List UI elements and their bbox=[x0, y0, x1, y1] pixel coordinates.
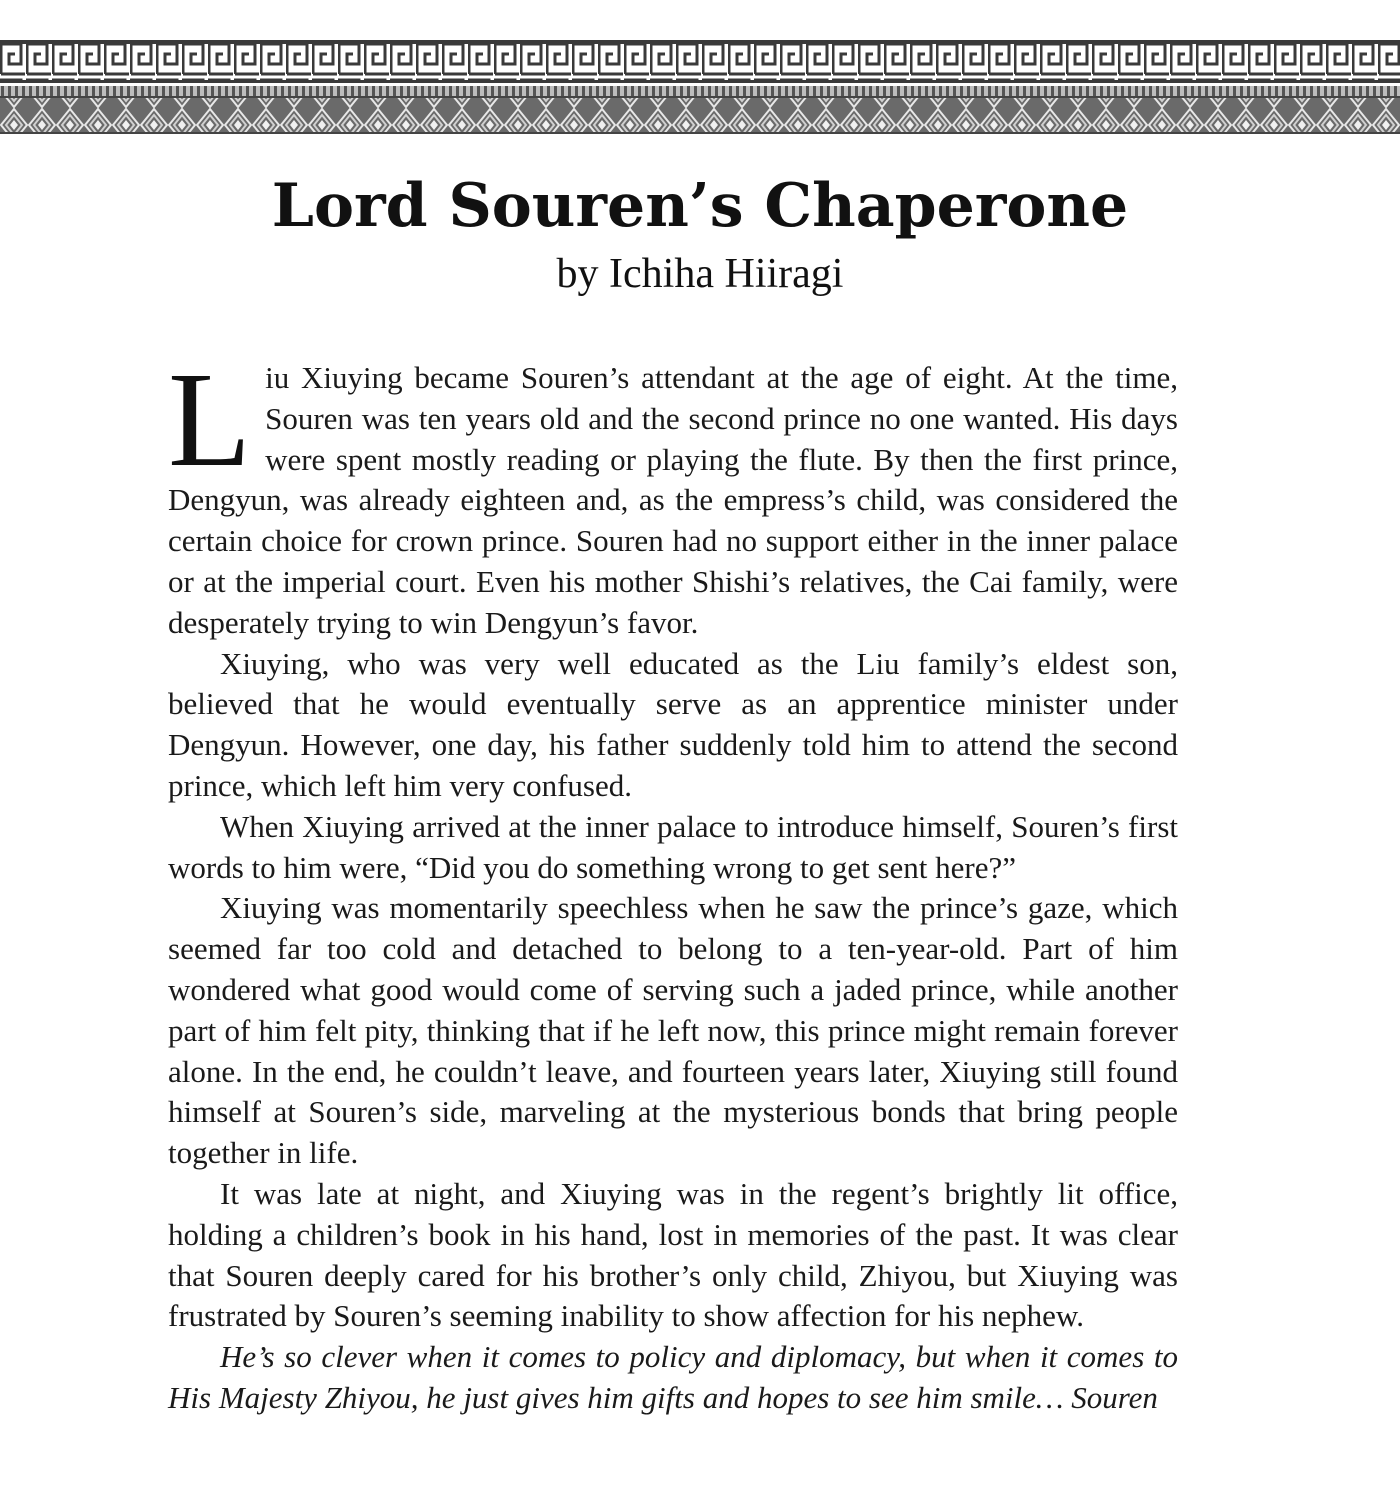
paragraph-5: It was late at night, and Xiuying was in the regent’s brightly lit office, holding a children’s book in his hand, lost in memories of the past. It was clear that Souren deeply cared for his brother’s only child, Zhiyou, but Xiuying was frustrated by Souren’s seeming inability to show affection for his nephew. bbox=[168, 1175, 1178, 1334]
paragraph-4: Xiuying was momentarily speechless when he saw the prince’s gaze, which seemed far too cold and detached to belong to a ten-year-old. Part of him wondered what good would come of serving such a jaded prince, while another part of him felt pity, thinking that if he left now, this prince might remain forever alone. In the end, he couldn’t leave, and fourteen years later, Xiuying still found himself at Souren’s side, marveling at the mysterious bonds that bring people together in life. bbox=[168, 890, 1178, 1171]
paragraph-6-italic bbox=[168, 1337, 1178, 1419]
story-title: Lord Souren’s Chaperone bbox=[271, 171, 1129, 241]
story-byline: by Ichiha Hiiragi bbox=[556, 251, 844, 297]
inner-thought: He’s so clever when it comes to policy and diplomacy, but when it comes to His Majesty Zhiyou, he just gives him gifts and hopes to see him smile… Souren bbox=[168, 1339, 1178, 1415]
paragraph-1: iu Xiuying became Souren’s attendant at the age of eight. At the time, Souren was ten years old and the second prince no one wanted. His days were spent mostly reading or playing the flute. By then the first prince, Dengyun, was already eighteen and, as the empress’s child, was considered the certain choice for crown prince. Souren had no support either in the inner palace or at the imperial court. Even his mother Shishi’s relatives, the Cai family, were desperately trying to win Dengyun’s favor. bbox=[168, 360, 1178, 640]
paragraph-3: When Xiuying arrived at the inner palace to introduce himself, Souren’s first words to him were, “Did you do something wrong to get sent here?” bbox=[168, 808, 1178, 885]
story-body bbox=[168, 345, 1178, 1419]
decorative-border bbox=[0, 40, 1400, 134]
drop-cap: L bbox=[168, 345, 252, 495]
greek-key-border bbox=[0, 40, 1400, 134]
paragraph-2: Xiuying, who was very well educated as the Liu family’s eldest son, believed that he would eventually serve as an apprentice minister under Dengyun. However, one day, his father suddenly told him to attend the second prince, which left him very confused. bbox=[168, 645, 1178, 803]
